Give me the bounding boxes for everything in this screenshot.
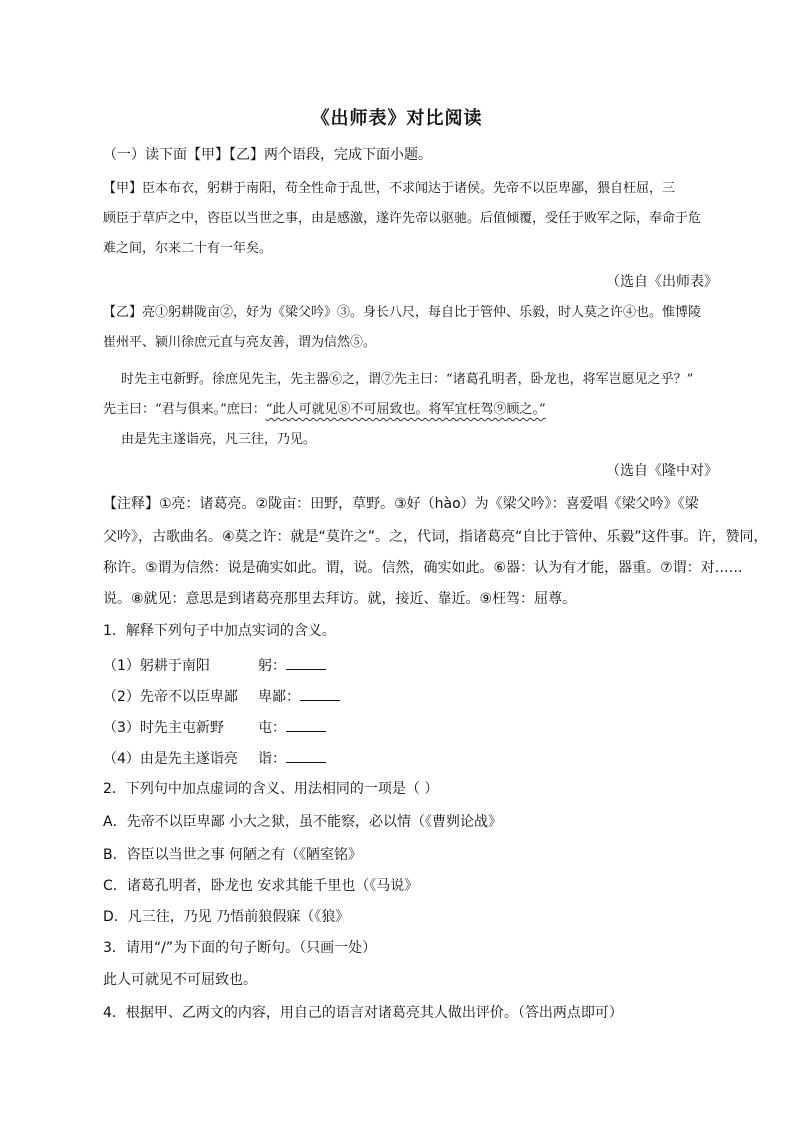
yi-line-4 (103, 401, 546, 419)
q1-item-2 (103, 686, 340, 706)
q2-option-d[interactable]: D．凡三往，乃见 乃悟前狼假寐（《狼》 (103, 909, 350, 925)
q1-stem: 1．解释下列句子中加点实词的含义。 (103, 623, 336, 639)
jia-line-1: 【甲】臣本布衣，躬耕于南阳，苟全性命于乱世，不求闻达于诸侯。先帝不以臣卑鄙，猥自枉屈，三 (103, 181, 676, 196)
q1-item-3-word: 屯： (258, 720, 286, 736)
q2-option-a[interactable]: A．先帝不以臣卑鄙 小大之狱，虽不能察，必以情（《曹刿论战》 (103, 814, 503, 830)
q2-option-b[interactable]: B．咨臣以当世之事 何陋之有（《陋室铭》 (103, 847, 363, 863)
jia-line-2: 顾臣于草庐之中，咨臣以当世之事，由是感激，遂许先帝以驱驰。后值倾覆，受任于败军之际，奉命于危 (103, 211, 702, 226)
q1-item-4-word: 诣： (258, 751, 286, 767)
q1-item-1-word: 躬： (258, 658, 286, 674)
q1-item-4-answer-blank[interactable] (286, 748, 326, 763)
q3-sentence: 此人可就见不可屈致也。 (103, 972, 257, 988)
q1-item-2-text: （2）先帝不以臣卑鄙 (103, 689, 238, 705)
q1-item-1 (103, 655, 326, 675)
q1-item-3-text: （3）时先主屯新野 (103, 720, 224, 736)
jia-source: （选自《出师表》 (606, 274, 718, 290)
yi-line-4-plain: 先主曰：“君与俱来。”庶曰： (103, 402, 266, 417)
q3-stem: 3．请用“/”为下面的句子断句。（只画一处） (103, 940, 377, 956)
q1-item-1-text: （1）躬耕于南阳 (103, 658, 210, 674)
notes-line-1: 【注释】①亮：诸葛亮。②陇亩：田野，草野。③好（hào）为《梁父吟》：喜爱唱《梁父吟》《梁 (103, 496, 699, 512)
yi-line-1: 【乙】亮①躬耕陇亩②，好为《梁父吟》③。身长八尺，每自比于管仲、乐毅，时人莫之许④也。惟博陵 (103, 305, 702, 320)
q1-item-1-answer-blank[interactable] (286, 655, 326, 670)
intro-text: （一）读下面【甲】【乙】两个语段，完成下面小题。 (103, 147, 432, 163)
q4-stem: 4．根据甲、乙两文的内容，用自己的语言对诸葛亮其人做出评价。（答出两点即可） (103, 1005, 623, 1021)
yi-line-3: 时先主屯新野。徐庶见先主，先主器⑥之，谓⑦先主曰：“诸葛孔明者，卧龙也，将军岂愿见之乎？” (121, 372, 694, 387)
q1-item-2-answer-blank[interactable] (300, 686, 340, 701)
q1-item-4-text: （4）由是先主遂诣亮 (103, 751, 238, 767)
q1-item-3 (103, 717, 326, 737)
yi-line-5: 由是先主遂诣亮，凡三往，乃见。 (121, 432, 317, 447)
q1-item-2-word: 卑鄙： (258, 689, 300, 705)
notes-line-3: 称许。⑤谓为信然：说是确实如此。谓，说。信然，确实如此。⑥器：认为有才能，器重。⑦谓：对…… (103, 560, 743, 576)
q2-option-c[interactable]: C．诸葛孔明者，卧龙也 安求其能千里也（《马说》 (103, 878, 419, 894)
yi-line-2: 崔州平、颍川徐庶元直与亮友善，谓为信然⑤。 (103, 335, 377, 350)
page-title: 《出师表》对比阅读 (311, 108, 483, 129)
yi-wavy-sentence: “此人可就见⑧不可屈致也。将军宜枉驾⑨顾之。” (265, 402, 546, 417)
q1-item-3-answer-blank[interactable] (286, 717, 326, 732)
notes-line-4: 说。⑧就见：意思是到诸葛亮那里去拜访。就，接近、靠近。⑨枉驾：屈尊。 (103, 591, 577, 607)
q2-stem: 2．下列句中加点虚词的含义、用法相同的一项是（ ） (103, 781, 439, 797)
yi-source: （选自《隆中对》 (606, 463, 718, 479)
jia-line-3: 难之间，尔来二十有一年矣。 (103, 241, 273, 256)
notes-line-2: 父吟》，古歌曲名。④莫之许：就是“莫许之”。之，代词，指诸葛亮“自比于管仲、乐毅”这件事。许，赞同， (103, 529, 768, 545)
q1-item-4 (103, 748, 326, 768)
